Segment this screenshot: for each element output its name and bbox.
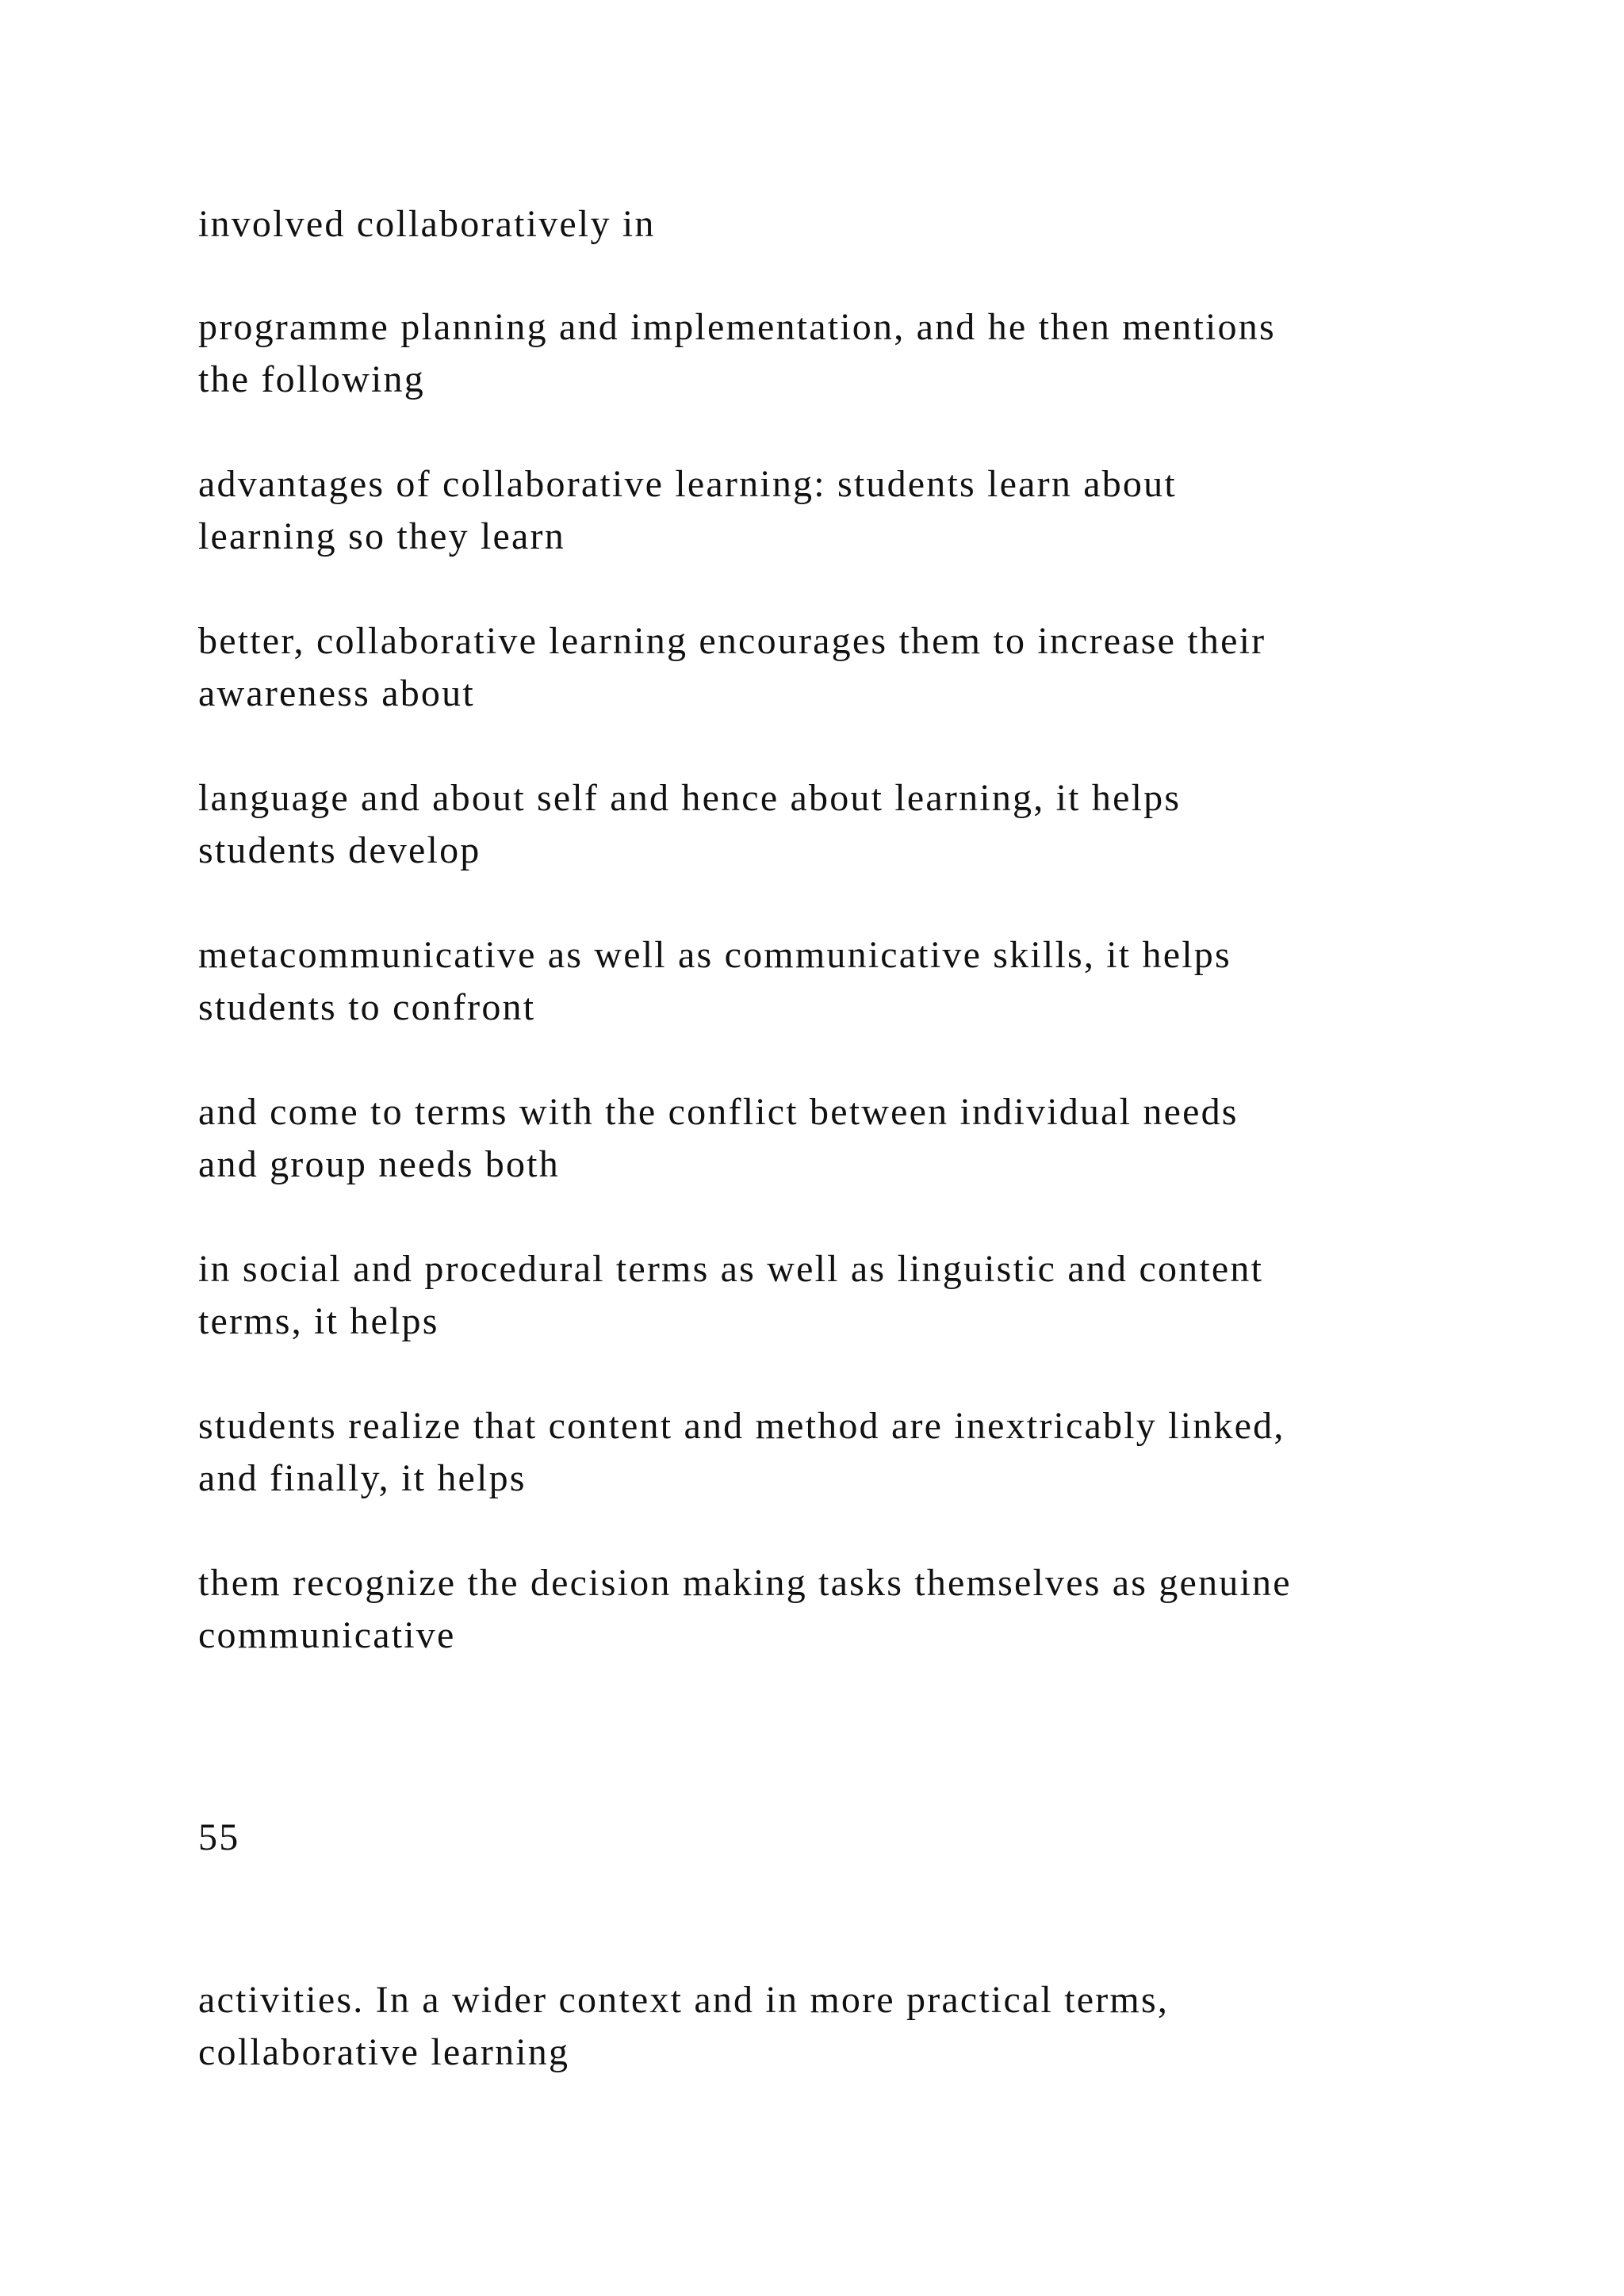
paragraph-1: involved collaboratively in [198,203,656,245]
paragraph-8: in social and procedural terms as well as linguistic and content terms, it helps [198,1248,1264,1342]
paragraph-4: better, collaborative learning encourages them to increase their awareness about [198,620,1266,714]
paragraph-9: students realize that content and method are inextricably linked, and finally, it helps [198,1405,1285,1499]
paragraph-10: them recognize the decision making tasks themselves as genuine communicative [198,1562,1292,1656]
paragraph-2: programme planning and implementation, and he then mentions the following [198,306,1276,400]
continuation-paragraph: activities. In a wider context and in more practical terms, collaborative learning [198,1979,1170,2073]
paragraph-5: language and about self and hence about learning, it helps students develop [198,777,1182,871]
paragraph-7: and come to terms with the conflict between individual needs and group needs both [198,1091,1239,1185]
paragraph-6: metacommunicative as well as communicative skills, it helps students to confront [198,934,1231,1028]
page-number: 55 [198,1816,240,1858]
paragraph-3: advantages of collaborative learning: students learn about learning so they learn [198,463,1177,557]
